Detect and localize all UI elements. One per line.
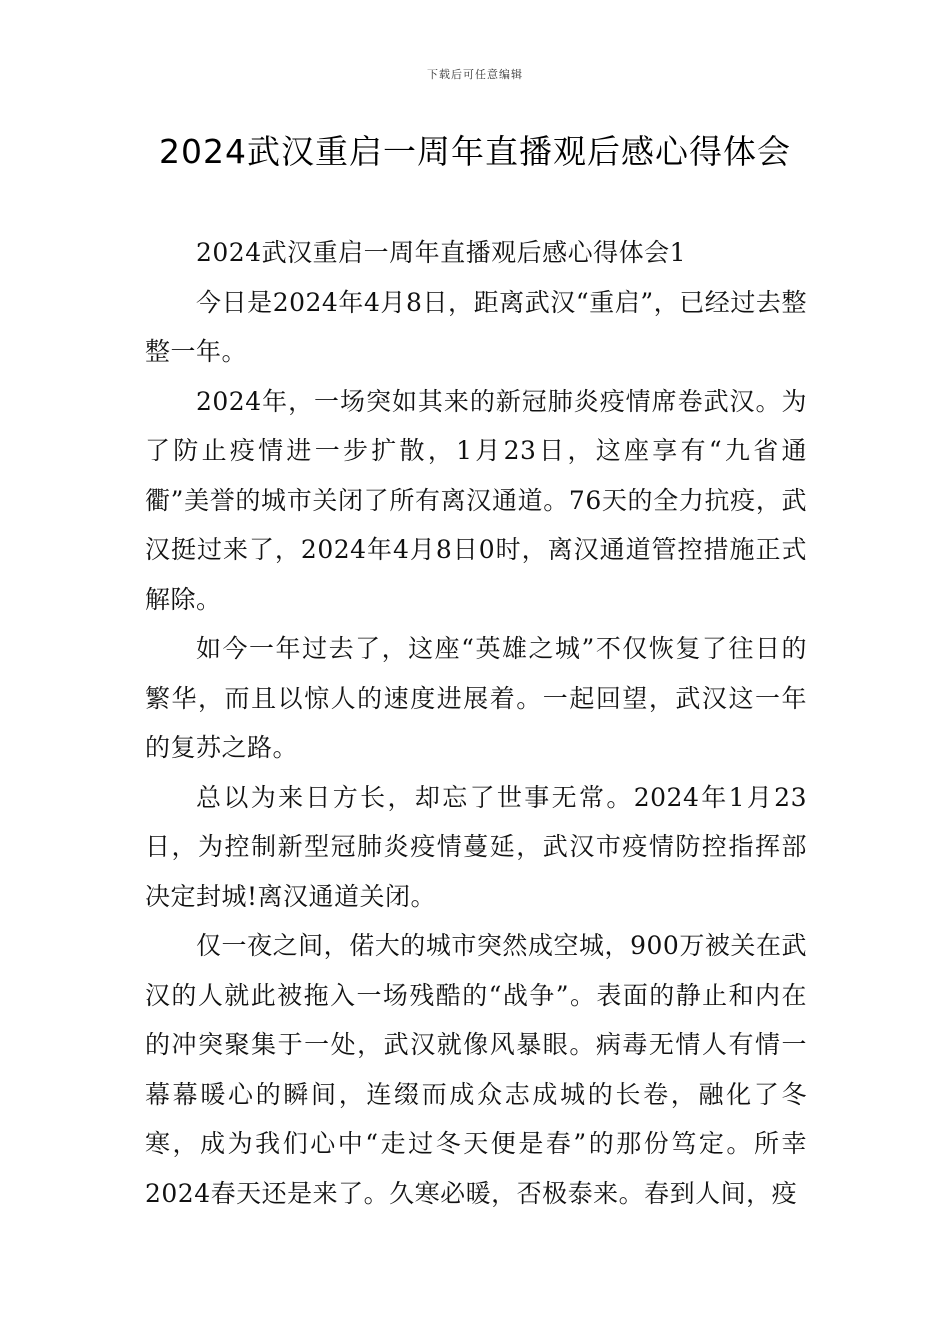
- paragraph-subtitle: 2024武汉重启一周年直播观后感心得体会1: [196, 238, 687, 267]
- header-note: 下载后可任意编辑: [427, 68, 523, 81]
- document-body: [145, 228, 807, 1218]
- paragraph: 2024年，一场突如其来的新冠肺炎疫情席卷武汉。为了防止疫情进一步扩散，1月23日，这座享有“九省通衢”美誉的城市关闭了所有离汉通道。76天的全力抗疫，武汉挺过来了，2024年4月8日0时，离汉通道管控措施正式解除。: [145, 386, 807, 614]
- paragraph: 如今一年过去了，这座“英雄之城”不仅恢复了往日的繁华，而且以惊人的速度进展着。一起回望，武汉这一年的复苏之路。: [145, 634, 807, 762]
- paragraph: 总以为来日方长，却忘了世事无常。2024年1月23日，为控制新型冠肺炎疫情蔓延，武汉市疫情防控指挥部决定封城!离汉通道关闭。: [145, 782, 807, 911]
- document-title: 2024武汉重启一周年直播观后感心得体会: [159, 132, 791, 171]
- paragraph: 今日是2024年4月8日，距离武汉“重启”，已经过去整整一年。: [145, 287, 807, 366]
- paragraph: 仅一夜之间，偌大的城市突然成空城，900万被关在武汉的人就此被拖入一场残酷的“战争”。表面的静止和内在的冲突聚集于一处，武汉就像风暴眼。病毒无情人有情一幕幕暖心的瞬间，连缀而成众志成城的长卷，融化了冬寒，成为我们心中“走过冬天便是春”的那份笃定。所幸2024春天还是来了。久寒必暖，否极泰来。春到人间，疫: [145, 931, 807, 1208]
